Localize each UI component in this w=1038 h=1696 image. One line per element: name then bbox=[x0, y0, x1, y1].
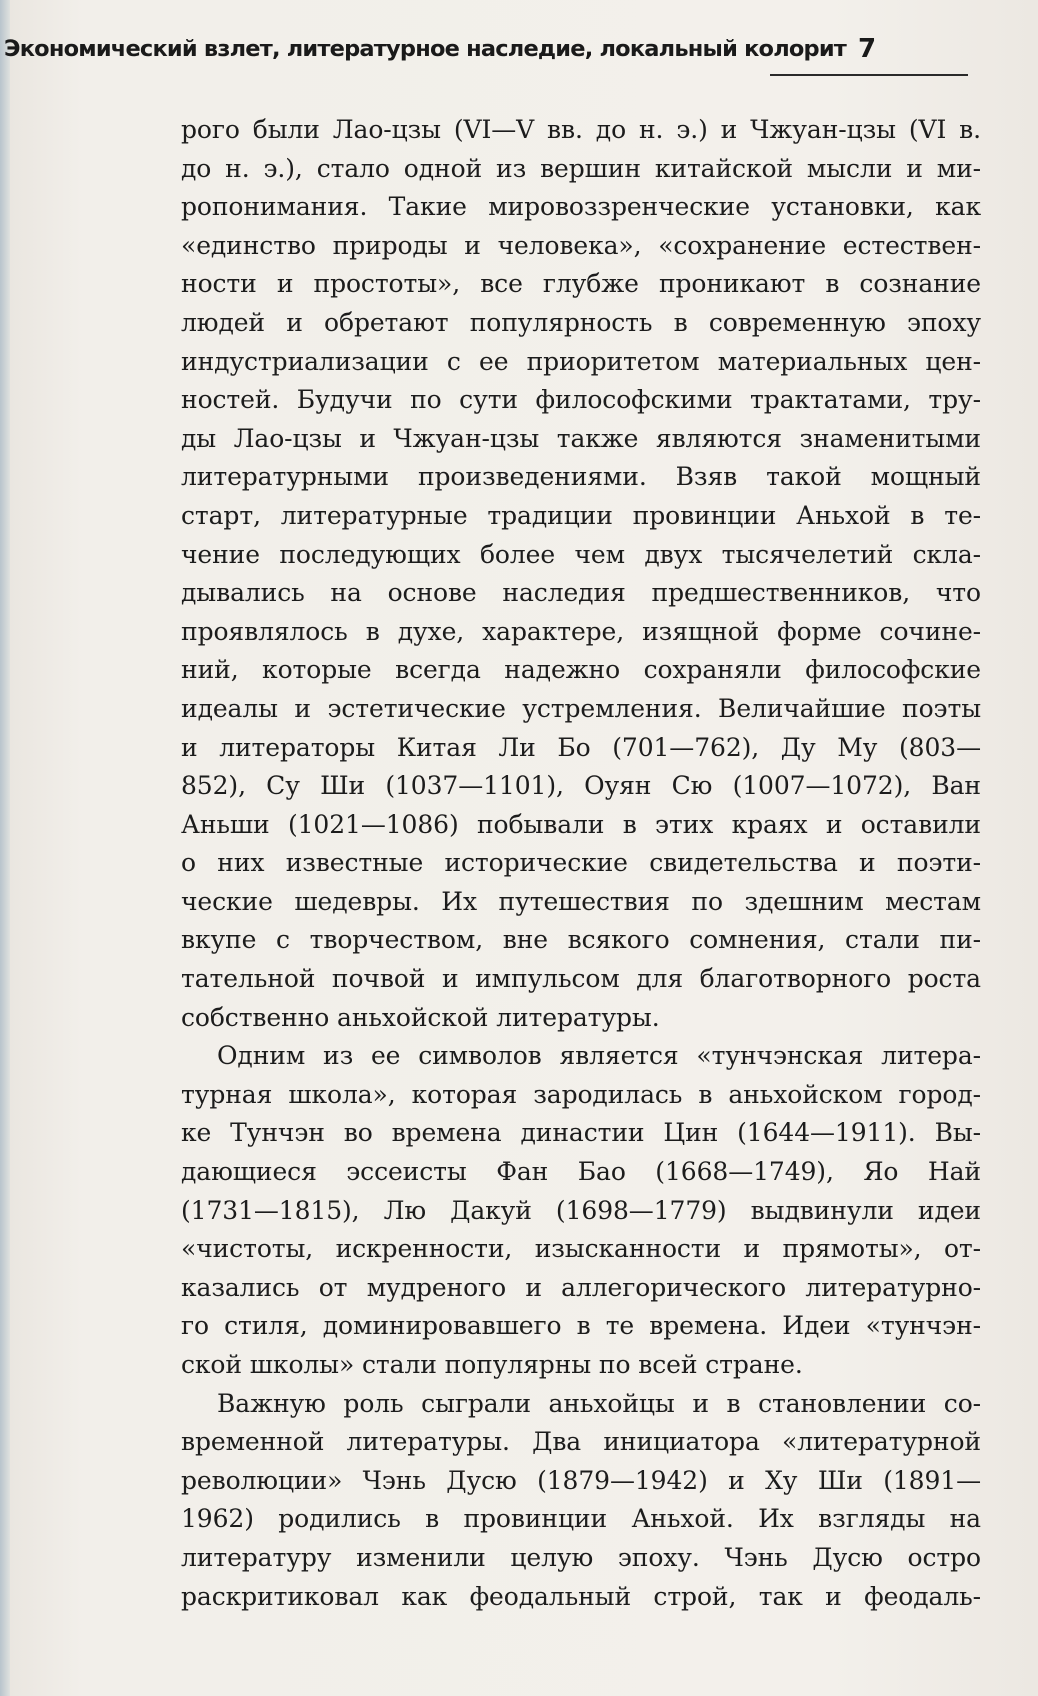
text-line: литературу изменили целую эпоху. Чэнь Дусю остро bbox=[181, 1542, 981, 1572]
text-line: о них известные исторические свидетельства и поэти- bbox=[181, 848, 981, 878]
text-line: казались от мудреного и аллегорического литературно- bbox=[181, 1272, 981, 1302]
text-line: временной литературы. Два инициатора «литературной bbox=[181, 1427, 981, 1457]
text-line: литературными произведениями. Взяв такой мощный bbox=[181, 462, 981, 492]
text-line: революции» Чэнь Дусю (1879—1942) и Ху Ши (1891— bbox=[181, 1465, 981, 1495]
text-line: вкупе с творчеством, вне всякого сомнения, стали пи- bbox=[181, 925, 981, 955]
text-line: 852), Су Ши (1037—1101), Оуян Сю (1007—1072), Ван bbox=[181, 771, 981, 801]
body-text bbox=[181, 111, 981, 1616]
text-line: ской школы» стали популярны по всей стране. bbox=[181, 1350, 803, 1379]
text-line: собственно аньхойской литературы. bbox=[181, 1002, 660, 1032]
text-line: до н. э.), стало одной из вершин китайской мысли и ми- bbox=[181, 153, 981, 183]
text-line: индустриализации с ее приоритетом материальных цен- bbox=[181, 346, 981, 376]
page-number: 7 bbox=[858, 34, 877, 64]
text-line: ды Лао-цзы и Чжуан-цзы также являются знаменитыми bbox=[181, 423, 981, 453]
text-line: проявлялось в духе, характере, изящной форме сочине- bbox=[181, 616, 981, 646]
text-line: Аньши (1021—1086) побывали в этих краях и оставили bbox=[181, 809, 981, 839]
text-line: дающиеся эссеисты Фан Бао (1668—1749), Яо Най bbox=[181, 1157, 981, 1187]
text-line: ке Тунчэн во времена династии Цин (1644—1911). Вы- bbox=[181, 1118, 981, 1148]
page-header bbox=[0, 34, 1038, 78]
header-rule bbox=[770, 74, 968, 76]
text-line: «единство природы и человека», «сохранение естествен- bbox=[181, 230, 981, 260]
text-line: ностей. Будучи по сути философскими трактатами, тру- bbox=[181, 385, 981, 415]
text-line: тательной почвой и импульсом для благотворного роста bbox=[181, 964, 981, 994]
text-line: ний, которые всегда надежно сохраняли философские bbox=[181, 655, 981, 685]
text-line: 1962) родились в провинции Аньхой. Их взгляды на bbox=[181, 1504, 981, 1534]
text-line: и литераторы Китая Ли Бо (701—762), Ду Му (803— bbox=[181, 732, 981, 762]
text-line: чение последующих более чем двух тысячелетий скла- bbox=[181, 539, 981, 569]
text-line: дывались на основе наследия предшественников, что bbox=[181, 578, 981, 608]
running-head: Экономический взлет, литературное наследие, локальный колорит bbox=[4, 36, 847, 62]
text-line: го стиля, доминировавшего в те времена. Идеи «тунчэн- bbox=[181, 1311, 981, 1341]
text-line: турная школа», которая зародилась в аньхойском город- bbox=[181, 1079, 981, 1109]
text-line: (1731—1815), Лю Дакуй (1698—1779) выдвинули идеи bbox=[181, 1195, 981, 1225]
text-line: идеалы и эстетические устремления. Величайшие поэты bbox=[181, 693, 981, 723]
text-line: людей и обретают популярность в современную эпоху bbox=[181, 307, 981, 337]
text-line: «чистоты, искренности, изысканности и прямоты», от- bbox=[181, 1234, 981, 1264]
text-line: ческие шедевры. Их путешествия по здешним местам bbox=[181, 886, 981, 916]
text-line: Одним из ее символов является «тунчэнская литера- bbox=[217, 1041, 981, 1071]
text-line: Важную роль сыграли аньхойцы и в становлении со- bbox=[217, 1388, 981, 1418]
page-edge bbox=[0, 0, 10, 1696]
text-line: рого были Лао-цзы (VI—V вв. до н. э.) и Чжуан-цзы (VI в. bbox=[181, 115, 981, 144]
text-line: раскритиковал как феодальный строй, так и феодаль- bbox=[181, 1581, 981, 1611]
text-line: ропонимания. Такие мировоззренческие установки, как bbox=[181, 192, 981, 222]
text-line: старт, литературные традиции провинции Аньхой в те- bbox=[181, 500, 981, 530]
text-line: ности и простоты», все глубже проникают в сознание bbox=[181, 269, 981, 299]
